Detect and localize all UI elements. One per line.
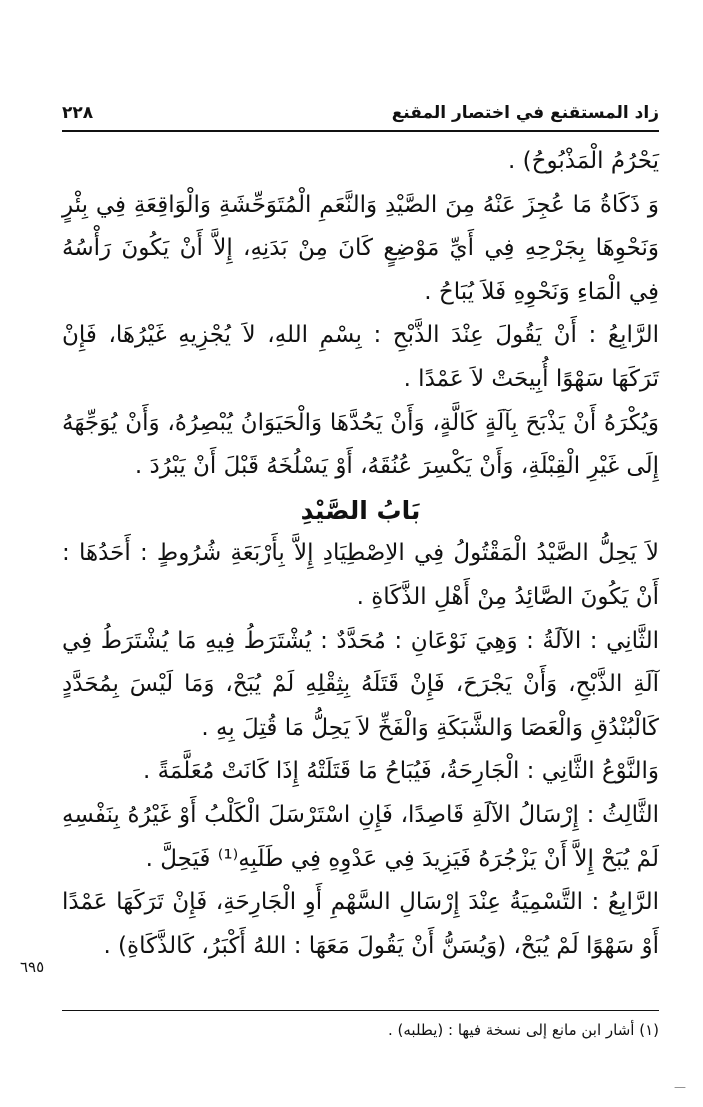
- paragraph-1: يَحْرُمُ الْمَذْبُوحُ) .: [508, 148, 659, 174]
- paragraph-2: وَ ذَكَاةُ مَا عُجِزَ عَنْهُ مِنَ الصَّيْدِ وَالنَّعَمِ الْمُتَوَحِّشَةِ وَالْوَاقِعَةِ فِي بِئْرٍ وَنَحْوِهَا بِجَرْحِهِ فِي أَيِّ مَوْضِعٍ كَانَ مِنْ بَدَنِهِ، إِلاَّ أَنْ يَكُونَ رَأْسُهُ فِي الْمَاءِ وَنَحْوِهِ فَلاَ يُبَاحُ .: [62, 191, 659, 305]
- footnote: (١) أشار ابن مانع إلى نسخة فيها : (يطلبه) .: [387, 1021, 659, 1039]
- paragraph-5: لاَ يَحِلُّ الصَّيْدُ الْمَقْتُولُ فِي الاِصْطِيَادِ إِلاَّ بِأَرْبَعَةِ شُرُوطٍ : أَحَدُهَا : أَنْ يَكُونَ الصَّائِدُ مِنْ أَهْلِ الذَّكَاةِ .: [62, 540, 659, 610]
- paragraph-6: الثَّانِي : الآلَةُ : وَهِيَ نَوْعَانِ : مُحَدَّدٌ : يُشْتَرَطُ فِيهِ مَا يُشْتَرَطُ فِي آلَةِ الذَّبْحِ، وَأَنْ يَجْرَحَ، فَإِنْ قَتَلَهُ بِثِقْلِهِ لَمْ يُبَحْ، وَمَا لَيْسَ بِمُحَدَّدٍ كَالْبُنْدُقِ وَالْعَصَا وَالشَّبَكَةِ وَالْفَخِّ لاَ يَحِلُّ مَا قُتِلَ بِهِ .: [62, 627, 659, 741]
- margin-number: ٦٩٥: [20, 958, 45, 976]
- paragraph-7: وَالنَّوْعُ الثَّانِي : الْجَارِحَةُ، فَيُبَاحُ مَا قَتَلَتْهُ إِذَا كَانَتْ مُعَلَّمَةً .: [143, 758, 659, 785]
- running-header: [62, 96, 659, 130]
- book-title: زاد المستقنع في اختصار المقنع: [391, 103, 659, 123]
- page-number: ٢٢٨: [62, 103, 94, 123]
- main-text: [62, 140, 659, 968]
- paragraph-8: الثَّالِثُ : إِرْسَالُ الآلَةِ قَاصِدًا، فَإِنِ اسْتَرْسَلَ الْكَلْبُ أَوْ غَيْرُهُ بِنَفْسِهِ لَمْ يُبَحْ إِلاَّ أَنْ يَزْجُرَهُ فَيَزِيدَ فِي عَدْوِهِ فِي طَلَبِهِ⁽¹⁾ فَيَحِلَّ .: [62, 801, 659, 872]
- corner-mark: —: [674, 1080, 686, 1094]
- paragraph-3: الرَّابِعُ : أَنْ يَقُولَ عِنْدَ الذَّبْحِ : بِسْمِ اللهِ، لاَ يُجْزِيهِ غَيْرُهَا، فَإِنْ تَرَكَهَا سَهْوًا أُبِيحَتْ لاَ عَمْدًا .: [62, 322, 659, 392]
- footnote-rule: [62, 1010, 659, 1011]
- header-rule: [62, 130, 659, 132]
- paragraph-4: وَيُكْرَهُ أَنْ يَذْبَحَ بِآلَةٍ كَالَّةٍ، وَأَنْ يَحُدَّهَا وَالْحَيَوَانُ يُبْصِرُهُ، وَأَنْ يُوَجِّهَهُ إِلَى غَيْرِ الْقِبْلَةِ، وَأَنْ يَكْسِرَ عُنُقَهُ، أَوْ يَسْلُخَهُ قَبْلَ أَنْ يَبْرُدَ .: [62, 409, 659, 480]
- section-heading: بَابُ الصَّيْدِ: [300, 495, 421, 525]
- paragraph-9: الرَّابِعُ : التَّسْمِيَةُ عِنْدَ إِرْسَالِ السَّهْمِ أَوِ الْجَارِحَةِ، فَإِنْ تَرَكَهَا عَمْدًا أَوْ سَهْوًا لَمْ يُبَحْ، (وَيُسَنُّ أَنْ يَقُولَ مَعَهَا : اللهُ أَكْبَرُ، كَالذَّكَاةِ) .: [62, 889, 659, 959]
